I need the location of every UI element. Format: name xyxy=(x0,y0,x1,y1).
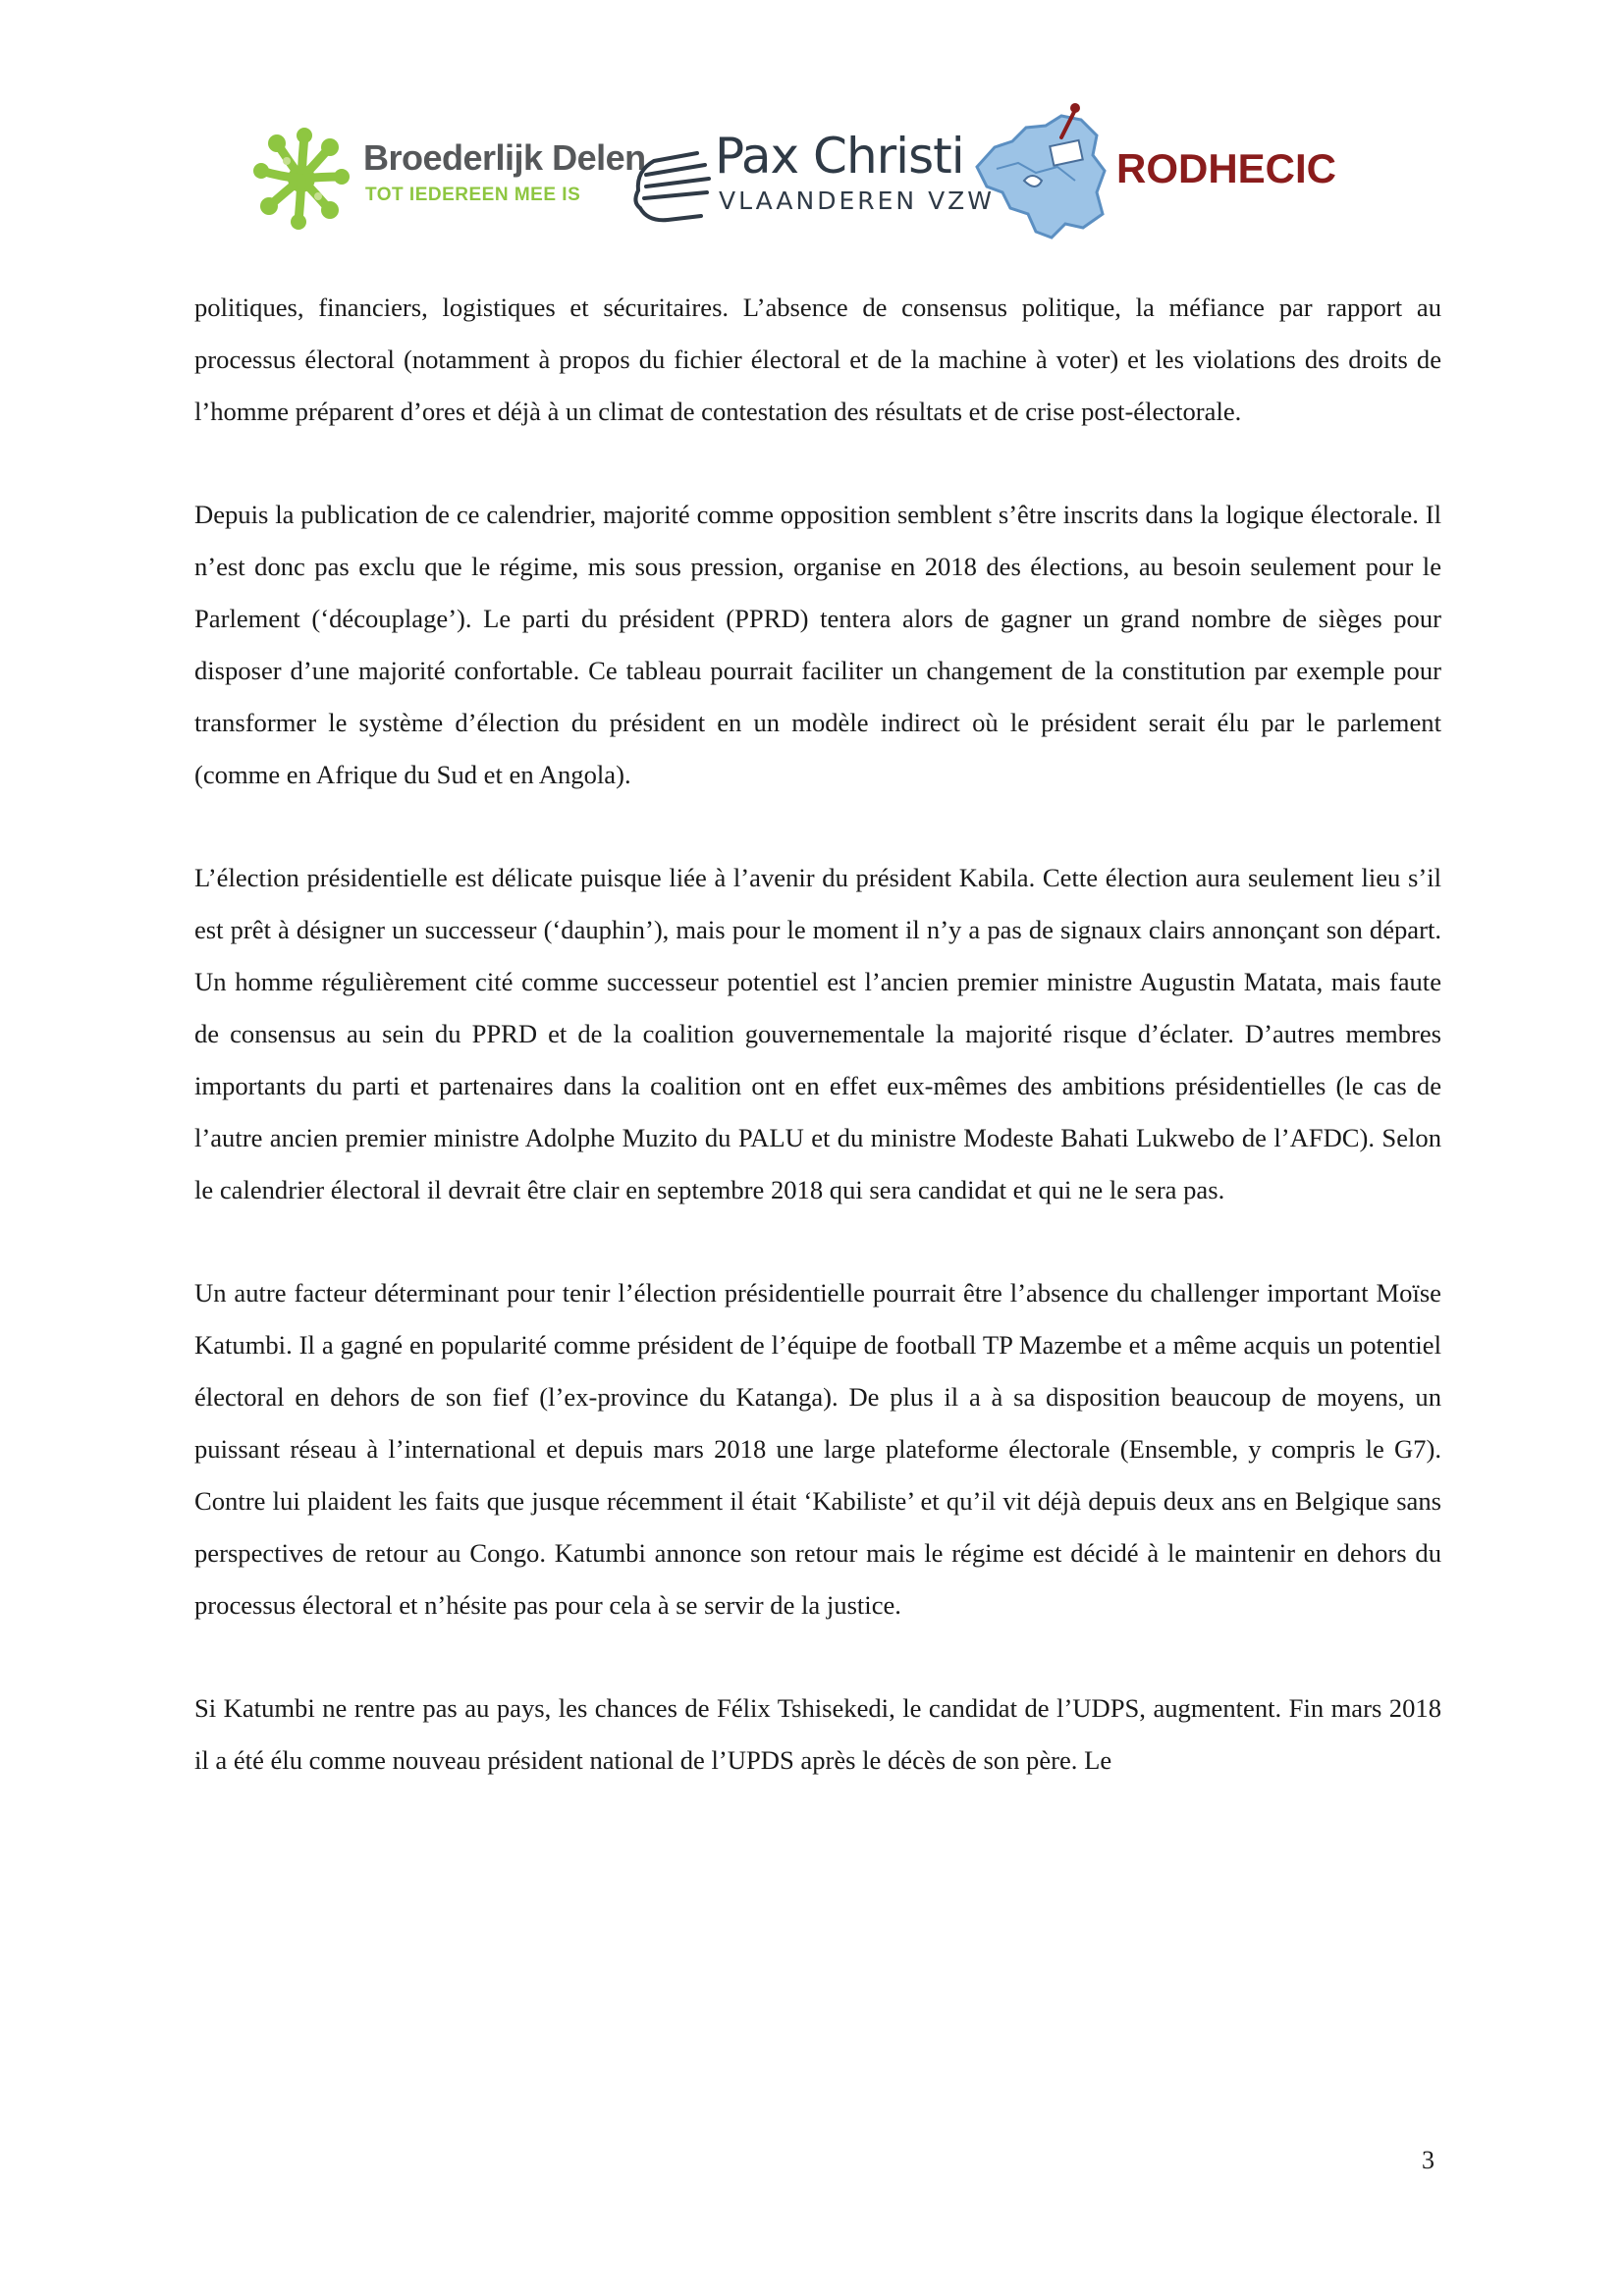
broederlijk-delen-tagline: TOT IEDEREEN MEE IS xyxy=(365,185,581,205)
document-body xyxy=(194,282,1441,1787)
paragraph-2: Depuis la publication de ce calendrier, majorité comme opposition semblent s’être inscrits dans la logique électorale. Il n’est donc pas exclu que le régime, mis sous pression, organise en 2018 des élections, au besoin seulement pour le Parlement (‘découplage’). Le parti du président (PPRD) tentera alors de gagner un grand nombre de sièges pour disposer d’une majorité confortable. Ce tableau pourrait faciliter un changement de la constitution par exemple pour transformer le système d’élection du président en un modèle indirect où le président serait élu par le parlement (comme en Afrique du Sud et en Angola). xyxy=(194,500,1441,789)
paragraph-1: politiques, financiers, logistiques et sécuritaires. L’absence de consensus politique, la méfiance par rapport au processus électoral (notamment à propos du fichier électoral et de la machine à voter) et les violations des droits de l’homme préparent d’ores et déjà à un climat de contestation des résultats et de crise post-électorale. xyxy=(194,293,1441,426)
page-number: 3 xyxy=(1422,2146,1435,2174)
broederlijk-delen-name: Broederlijk Delen xyxy=(363,137,646,178)
paragraph-3: L’élection présidentielle est délicate puisque liée à l’avenir du président Kabila. Cette élection aura seulement lieu s’il est prêt à désigner un successeur (‘dauphin’), mais pour le moment il n’y a pas de signaux clairs annonçant son départ. Un homme régulièrement cité comme successeur potentiel est l’ancien premier ministre Augustin Matata, mais faute de consensus au sein du PPRD et de la coalition gouvernementale la majorité risque d’éclater. D’autres membres importants du parti et partenaires dans la coalition ont en effet eux-mêmes des ambitions présidentielles (le cas de l’autre ancien premier ministre Adolphe Muzito du PALU et du ministre Modeste Bahati Lukwebo de l’AFDC). Selon le calendrier électoral il devrait être clair en septembre 2018 qui sera candidat et qui ne le sera pas. xyxy=(194,863,1441,1204)
rodhecic-name: RODHECIC xyxy=(1116,145,1337,191)
paragraph-4: Un autre facteur déterminant pour tenir l’élection présidentielle pourrait être l’absence du challenger important Moïse Katumbi. Il a gagné en popularité comme président de l’équipe de football TP Mazembe et a même acquis un potentiel électoral en dehors de son fief (l’ex-province du Katanga). De plus il a à sa disposition beaucoup de moyens, un puissant réseau à l’international et depuis mars 2018 une large plateforme électorale (Ensemble, y compris le G7). Contre lui plaident les faits que jusque récemment il était ‘Kabiliste’ et qu’il vit déjà depuis deux ans en Belgique sans perspectives de retour au Congo. Katumbi annonce son retour mais le régime est décidé à le maintenir en dehors du processus électoral et n’hésite pas pour cela à se servir de la justice. xyxy=(194,1278,1441,1620)
pax-christi-hands-icon xyxy=(628,132,717,230)
rodhecic-logo xyxy=(967,98,1399,245)
congo-map-icon xyxy=(967,98,1124,245)
broederlijk-delen-emblem-icon xyxy=(247,126,355,234)
pax-christi-logo xyxy=(628,128,996,230)
header-logos xyxy=(236,98,1394,245)
pax-christi-name: Pax Christi xyxy=(715,128,964,185)
paragraph-5: Si Katumbi ne rentre pas au pays, les chances de Félix Tshisekedi, le candidat de l’UDPS, augmentent. Fin mars 2018 il a été élu comme nouveau président national de l’UPDS après le décès de son père. Le xyxy=(194,1693,1441,1775)
pax-christi-subtitle: VLAANDEREN VZW xyxy=(719,187,996,215)
broederlijk-delen-logo xyxy=(247,126,646,234)
